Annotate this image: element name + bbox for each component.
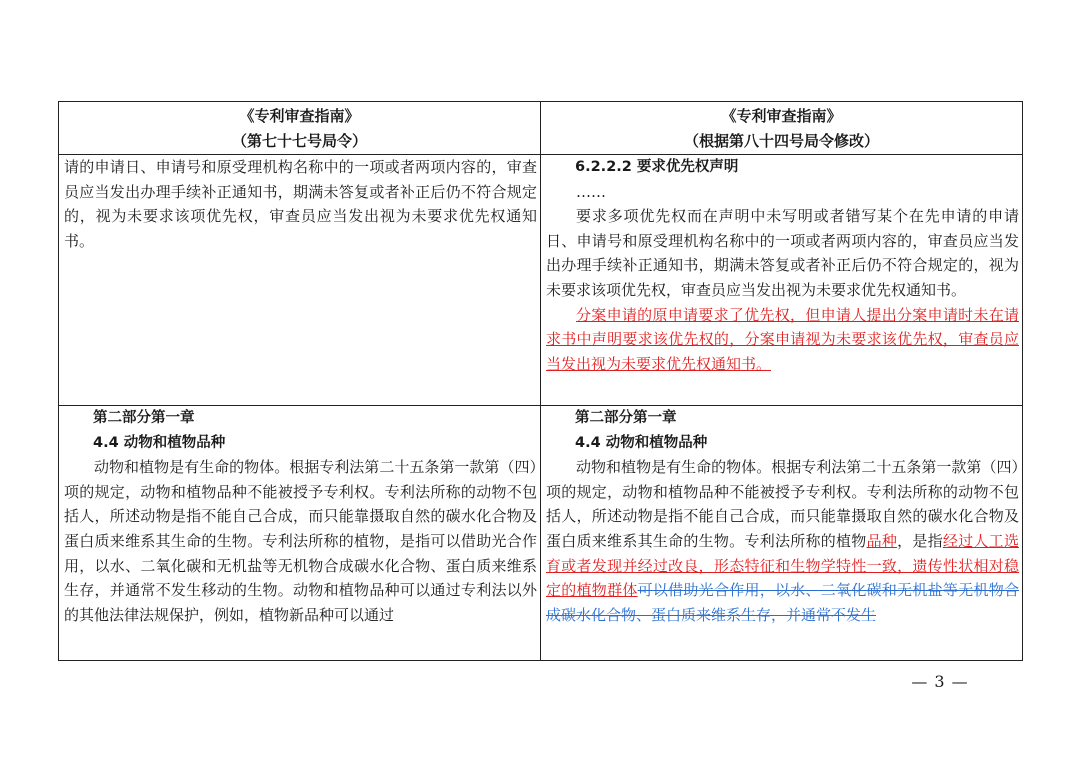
- right-species-text-a: 动物和植物是有生命的物体。根据专利法第二十五条第一款第（四）项的规定，动物和植物品种不能被授予专利权。专利法所称的动物不包括人，所述动物是指不能自己合成，而只能靠摄取自然的碳水化合物及蛋白质来维系其生命的生物。专利法所称的植物: [546, 458, 1019, 550]
- right-priority-text: 要求多项优先权而在声明中未写明或者错写某个在先申请的申请日、申请号和原受理机构名称中的一项或者两项内容的，审查员应当发出办理手续补正通知书，期满未答复或者补正后仍不符合规定的，视为未要求该项优先权，审查员应当发出视为未要求优先权通知书。: [546, 207, 1019, 299]
- right-deleted-definition: 可以借助光合作用，以水、二氧化碳和无机盐等无机物合成碳水化合物、蛋白质来维系生存，并通常不发生: [546, 581, 1019, 624]
- right-part-heading: 第二部分第一章: [575, 410, 677, 426]
- right-ellipsis: ……: [576, 182, 606, 201]
- comparison-table: [58, 101, 1023, 661]
- left-cell-species: [59, 406, 541, 661]
- left-header-subtitle: （第七十七号局令）: [231, 132, 367, 150]
- table-header-row: [59, 102, 1023, 155]
- right-cell-priority: [541, 155, 1023, 406]
- left-cell-priority: [59, 155, 541, 406]
- right-header-subtitle: （根据第八十四号局令修改）: [683, 132, 879, 150]
- right-cell-species: [541, 406, 1023, 661]
- right-added-word: 品种: [866, 531, 898, 550]
- right-priority-heading: 6.2.2.2 要求优先权声明: [575, 159, 739, 175]
- left-header-title: 《专利审查指南》: [239, 107, 360, 125]
- right-species-text: [546, 455, 1019, 627]
- right-added-paragraph: 分案申请的原申请要求了优先权，但申请人提出分案申请时未在请求书中声明要求该优先权的，分案申请视为未要求该优先权，审查员应当发出视为未要求优先权通知书。: [546, 305, 1019, 373]
- right-column-header: [541, 102, 1023, 155]
- right-added-definition: 经过人工选育或者发现并经过改良，形态特征和生物学特性一致，遗传性状相对稳定的植物群体: [546, 531, 1019, 600]
- left-column-header: [59, 102, 541, 155]
- left-priority-text: 请的申请日、申请号和原受理机构名称中的一项或者两项内容的，审查员应当发出办理手续补正通知书，期满未答复或者补正后仍不符合规定的，视为未要求该项优先权，审查员应当发出视为未要求优先权通知书。: [64, 158, 537, 250]
- right-header-title: 《专利审查指南》: [721, 107, 842, 125]
- left-part-heading: 第二部分第一章: [93, 410, 195, 426]
- left-species-text: 动物和植物是有生命的物体。根据专利法第二十五条第一款第（四）项的规定，动物和植物品种不能被授予专利权。专利法所称的动物不包括人，所述动物是指不能自己合成，而只能靠摄取自然的碳水化合物及蛋白质来维系其生命的生物。专利法所称的植物，是指可以借助光合作用，以水、二氧化碳和无机盐等无机物合成碳水化合物、蛋白质来维系生存，并通常不发生移动的生物。动物和植物品种可以通过专利法以外的其他法律法规保护，例如，植物新品种可以通过: [64, 458, 537, 624]
- right-section-heading: 4.4 动物和植物品种: [575, 434, 708, 451]
- table-row: [59, 406, 1023, 661]
- page-number: — 3 —: [911, 672, 969, 691]
- table-row: [59, 155, 1023, 406]
- right-species-text-b: ，是指: [897, 531, 943, 550]
- left-section-heading: 4.4 动物和植物品种: [93, 434, 226, 451]
